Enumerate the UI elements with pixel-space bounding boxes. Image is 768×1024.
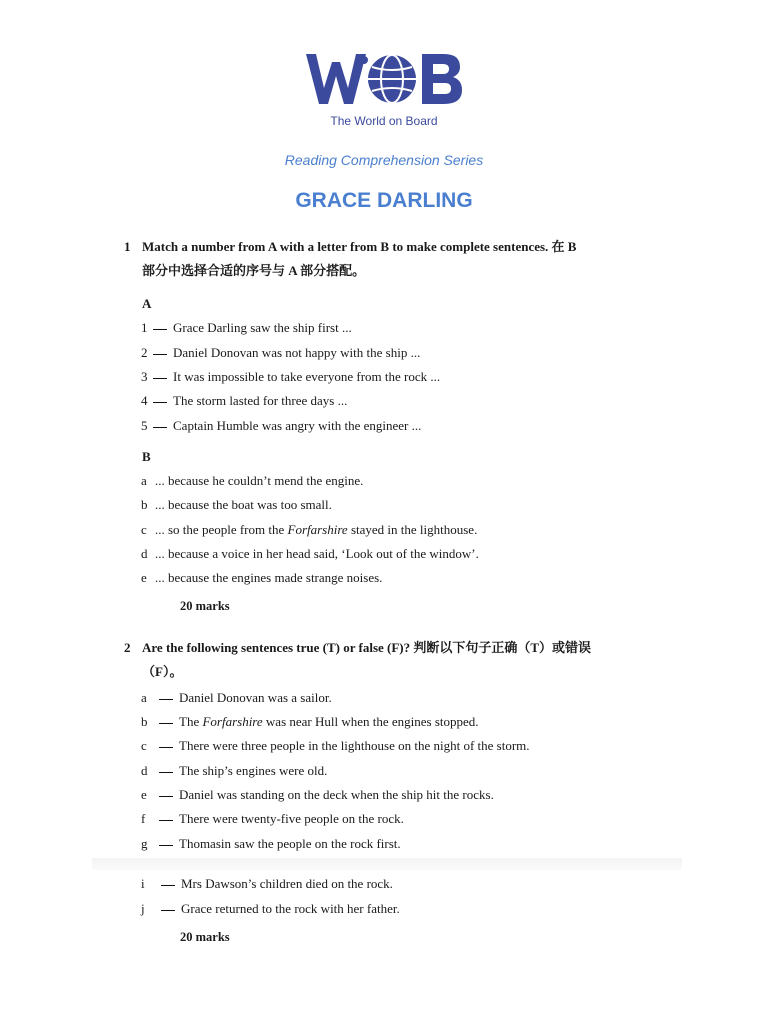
series-title: Reading Comprehension Series [284,152,484,168]
list-item: c ... so the people from the Forfarshire stayed in the lighthouse. [141,522,478,537]
answer-blank[interactable] [159,772,173,773]
question-number: 2 [124,640,131,655]
question-2-line2: （F）。 [142,664,183,679]
answer-blank[interactable] [161,885,175,886]
answer-blank[interactable] [159,747,173,748]
list-item: 3 It was impossible to take everyone from the rock ... [141,369,441,384]
list-item: j Grace returned to the rock with her father. [141,901,400,916]
list-item: a ... because he couldn’t mend the engine. [141,473,364,488]
list-item: i Mrs Dawson’s children died on the rock. [141,876,393,891]
list-item: d The ship’s engines were old. [141,763,328,778]
question-2-instruction [124,636,591,684]
list-item: 2 Daniel Donovan was not happy with the ship ... [141,345,421,360]
list-item: c There were three people in the lighthouse on the night of the storm. [141,738,530,753]
marks-label: 20 marks [180,599,230,613]
answer-blank[interactable] [159,699,173,700]
section-b-heading: B [142,449,151,464]
list-item: b ... because the boat was too small. [141,497,332,512]
answer-blank[interactable] [159,723,173,724]
wob-logo-mark [304,48,464,110]
answer-blank[interactable] [153,402,167,403]
answer-blank[interactable] [159,820,173,821]
list-item: e ... because the engines made strange noises. [141,570,383,585]
question-number: 1 [124,239,131,254]
list-item: g Thomasin saw the people on the rock first. [141,836,401,851]
marks-label: 20 marks [180,930,230,944]
section-a-heading: A [142,296,152,311]
page-title: GRACE DARLING [295,189,473,212]
question-2-line1: Are the following sentences true (T) or false (F)? 判断以下句子正确（T）或错误 [142,640,592,655]
list-item: 5 Captain Humble was angry with the engineer ... [141,418,422,433]
question-1-instruction [124,235,576,283]
list-item: e Daniel was standing on the deck when the ship hit the rocks. [141,787,494,802]
list-item: a Daniel Donovan was a sailor. [141,690,332,705]
list-item: b The Forfarshire was near Hull when the engines stopped. [141,714,479,729]
wob-logo [0,48,768,110]
answer-blank[interactable] [161,910,175,911]
answer-blank[interactable] [159,845,173,846]
list-item: 1 Grace Darling saw the ship first ... [141,320,352,335]
list-item: 4 The storm lasted for three days ... [141,393,348,408]
logo-tagline: The World on Board [330,114,438,128]
question-1-line2: 部分中选择合适的序号与 A 部分搭配。 [142,263,366,278]
answer-blank[interactable] [153,354,167,355]
answer-blank[interactable] [153,378,167,379]
list-item: d ... because a voice in her head said, ‘Look out of the window’. [141,546,479,561]
answer-blank[interactable] [153,427,167,428]
question-1-line1: Match a number from A with a letter from B to make complete sentences. 在 B [142,239,577,254]
answer-blank[interactable] [153,329,167,330]
answer-blank[interactable] [159,796,173,797]
list-item: f There were twenty-five people on the rock. [141,811,404,826]
scan-shadow [92,858,682,870]
